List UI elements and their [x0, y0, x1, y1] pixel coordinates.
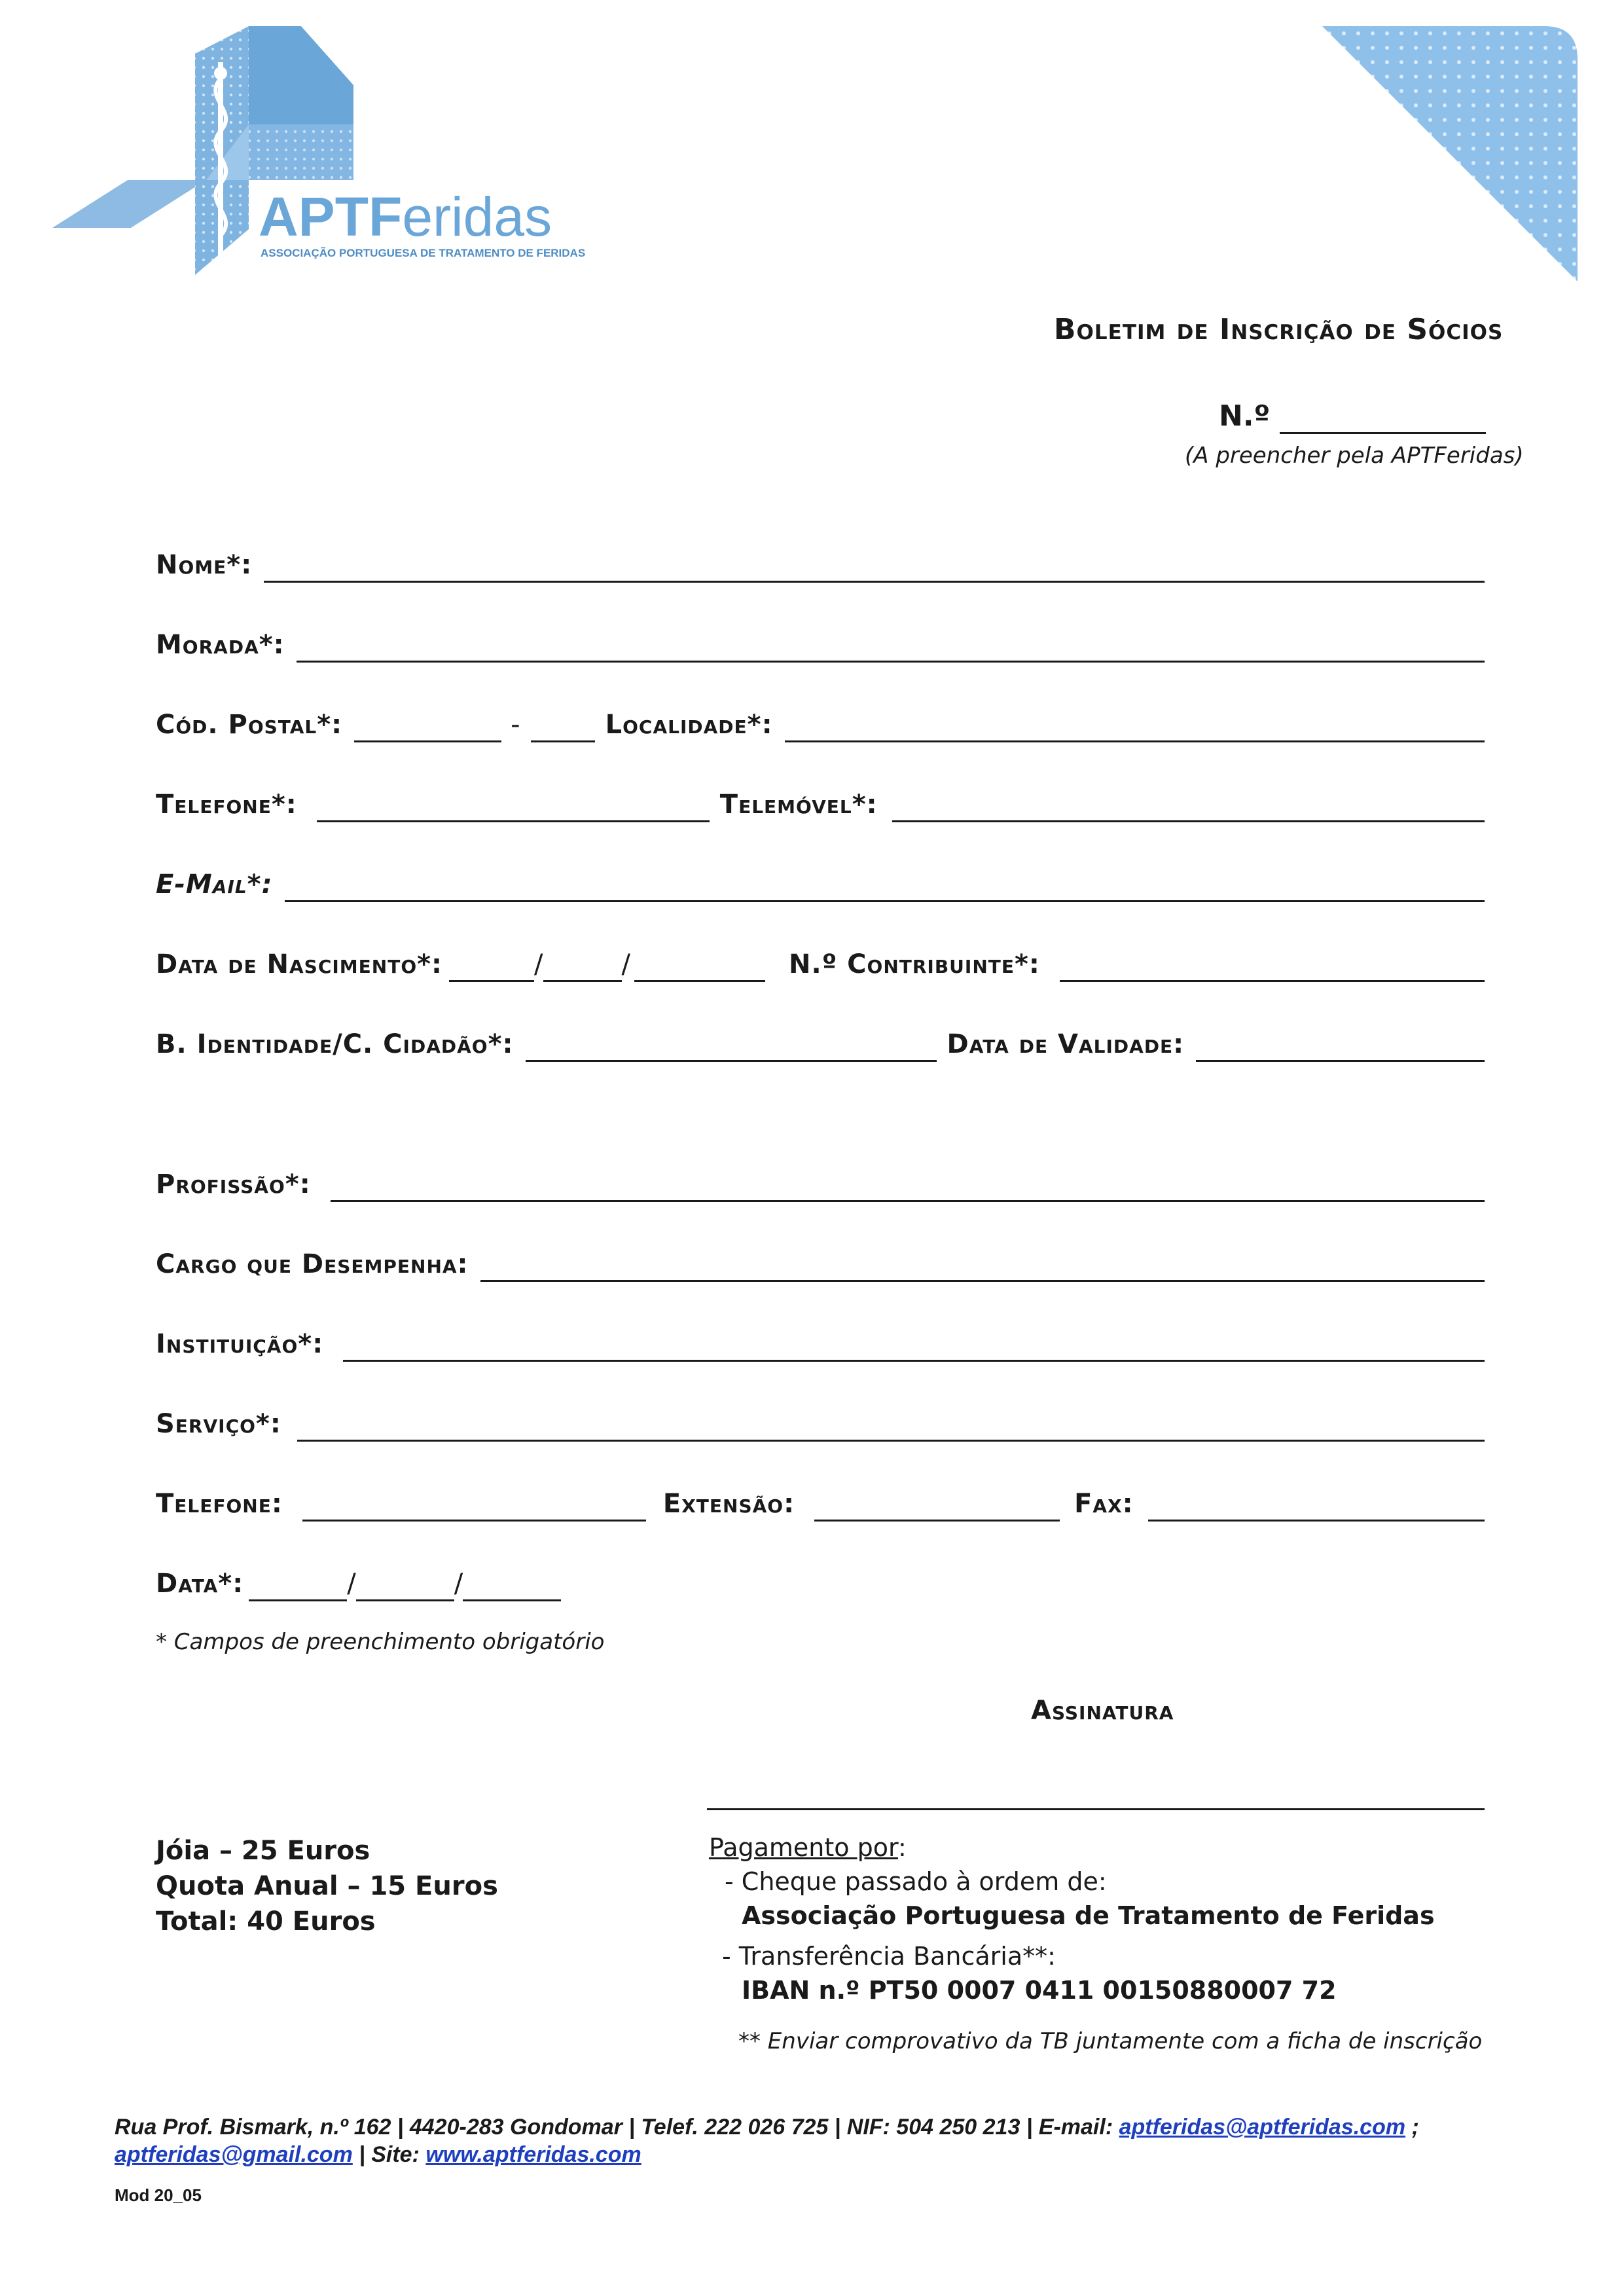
- logo-tagline: ASSOCIAÇÃO PORTUGUESA DE TRATAMENTO DE FERIDAS: [261, 247, 586, 259]
- row-identidade: [156, 1016, 1485, 1062]
- payment-iban: IBAN n.º PT50 0007 0411 00150880007 72: [742, 1976, 1337, 2005]
- signature-label: Assinatura: [1031, 1696, 1174, 1726]
- identidade-label: B. Identidade/C. Cidadão*:: [156, 1029, 514, 1059]
- payment-cheque-payee: Associação Portuguesa de Tratamento de Feridas: [742, 1901, 1435, 1930]
- nome-label: Nome*:: [156, 550, 253, 580]
- email-field[interactable]: [285, 867, 1485, 902]
- footer-address: Rua Prof. Bismark, n.º 162 | 4420-283 Gondomar | Telef. 222 026 725 | NIF: 504 250 213 | E-mail:: [115, 2115, 1119, 2140]
- row-telefone-servico: [156, 1476, 1485, 1522]
- nome-field[interactable]: [264, 548, 1485, 583]
- cod-postal-separator: -: [511, 710, 520, 740]
- footer-email-link-1[interactable]: aptferidas@aptferidas.com: [1119, 2115, 1406, 2140]
- aptferidas-logo: [52, 26, 602, 282]
- date-separator: /: [534, 949, 543, 979]
- footer-contact: [115, 2113, 1489, 2168]
- servico-label: Serviço*:: [156, 1409, 281, 1439]
- telefone-servico-field[interactable]: [302, 1487, 646, 1522]
- cargo-label: Cargo que Desempenha:: [156, 1249, 469, 1279]
- date-separator: /: [347, 1569, 356, 1599]
- logo-brand-b: eridas: [402, 186, 552, 247]
- payment-block: [709, 1831, 1435, 2007]
- required-fields-note: * Campos de preenchimento obrigatório: [156, 1629, 605, 1655]
- footer-separator: ;: [1405, 2115, 1419, 2140]
- nascimento-day-field[interactable]: [449, 947, 534, 982]
- profissao-field[interactable]: [331, 1167, 1485, 1202]
- data-day-field[interactable]: [249, 1567, 347, 1601]
- validade-field[interactable]: [1196, 1027, 1485, 1062]
- identidade-field[interactable]: [526, 1027, 937, 1062]
- data-year-field[interactable]: [463, 1567, 561, 1601]
- localidade-label: Localidade*:: [605, 710, 773, 740]
- payment-transfer: - Transferência Bancária**:: [722, 1942, 1056, 1971]
- registration-number-line[interactable]: [1280, 432, 1486, 434]
- payment-note: ** Enviar comprovativo da TB juntamente com a ficha de inscrição: [738, 2028, 1483, 2054]
- cod-postal-suffix-field[interactable]: [531, 708, 595, 742]
- extensao-label: Extensão:: [662, 1489, 795, 1519]
- payment-cheque: - Cheque passado à ordem de:: [725, 1867, 1107, 1896]
- registration-number-note: (A preencher pela APTFeridas): [1185, 443, 1524, 469]
- row-data-nascimento: [156, 936, 1485, 982]
- morada-field[interactable]: [297, 628, 1485, 663]
- data-month-field[interactable]: [356, 1567, 454, 1601]
- instituicao-field[interactable]: [343, 1327, 1485, 1362]
- row-email: [156, 856, 1485, 902]
- row-morada: [156, 617, 1485, 663]
- instituicao-label: Instituição*:: [156, 1329, 324, 1359]
- profissao-label: Profissão*:: [156, 1169, 311, 1199]
- svg-text:APTFeridas: [259, 186, 552, 247]
- footer-email-link-2[interactable]: aptferidas@gmail.com: [115, 2142, 353, 2167]
- nascimento-year-field[interactable]: [634, 947, 765, 982]
- signature-line[interactable]: [707, 1808, 1485, 1810]
- row-telefone: [156, 776, 1485, 822]
- contribuinte-label: N.º Contribuinte*:: [789, 949, 1040, 979]
- row-servico: [156, 1396, 1485, 1442]
- telefone-servico-label: Telefone:: [156, 1489, 283, 1519]
- cod-postal-label: Cód. Postal*:: [156, 710, 343, 740]
- payment-title: Pagamento por: [709, 1833, 898, 1862]
- row-instituicao: [156, 1316, 1485, 1362]
- nascimento-month-field[interactable]: [543, 947, 622, 982]
- row-cod-postal: [156, 697, 1485, 742]
- fees-block: [156, 1833, 498, 1939]
- cargo-field[interactable]: [480, 1247, 1485, 1282]
- corner-decoration: [1322, 26, 1578, 282]
- cod-postal-field[interactable]: [354, 708, 501, 742]
- email-label: E-Mail*:: [156, 869, 273, 900]
- row-cargo: [156, 1236, 1485, 1282]
- registration-number-label: N.º: [1219, 399, 1271, 433]
- validade-label: Data de Validade:: [947, 1029, 1185, 1059]
- row-profissao: [156, 1156, 1485, 1202]
- date-separator: /: [454, 1569, 463, 1599]
- fee-quota: Quota Anual – 15 Euros: [156, 1871, 498, 1901]
- servico-field[interactable]: [297, 1407, 1485, 1442]
- logo-brand-a: APTF: [259, 186, 403, 247]
- localidade-field[interactable]: [785, 708, 1485, 742]
- fax-label: Fax:: [1074, 1489, 1134, 1519]
- row-data: [156, 1556, 614, 1601]
- data-nascimento-label: Data de Nascimento*:: [156, 949, 443, 979]
- extensao-field[interactable]: [814, 1487, 1060, 1522]
- payment-title-colon: :: [897, 1833, 907, 1862]
- telemovel-label: Telemóvel*:: [719, 790, 878, 820]
- footer-site-link[interactable]: www.aptferidas.com: [425, 2142, 641, 2167]
- form-model-code: Mod 20_05: [115, 2185, 202, 2205]
- telemovel-field[interactable]: [892, 788, 1485, 822]
- telefone-label: Telefone*:: [156, 790, 297, 820]
- fee-joia: Jóia – 25 Euros: [156, 1836, 370, 1866]
- telefone-field[interactable]: [317, 788, 710, 822]
- row-nome: [156, 537, 1485, 583]
- document-title: Boletim de Inscrição de Sócios: [1054, 313, 1504, 346]
- footer-site-label: | Site:: [352, 2142, 426, 2167]
- morada-label: Morada*:: [156, 630, 285, 660]
- date-separator: /: [621, 949, 631, 979]
- contribuinte-field[interactable]: [1060, 947, 1485, 982]
- data-label: Data*:: [156, 1569, 244, 1599]
- fee-total: Total: 40 Euros: [156, 1906, 376, 1937]
- fax-field[interactable]: [1148, 1487, 1485, 1522]
